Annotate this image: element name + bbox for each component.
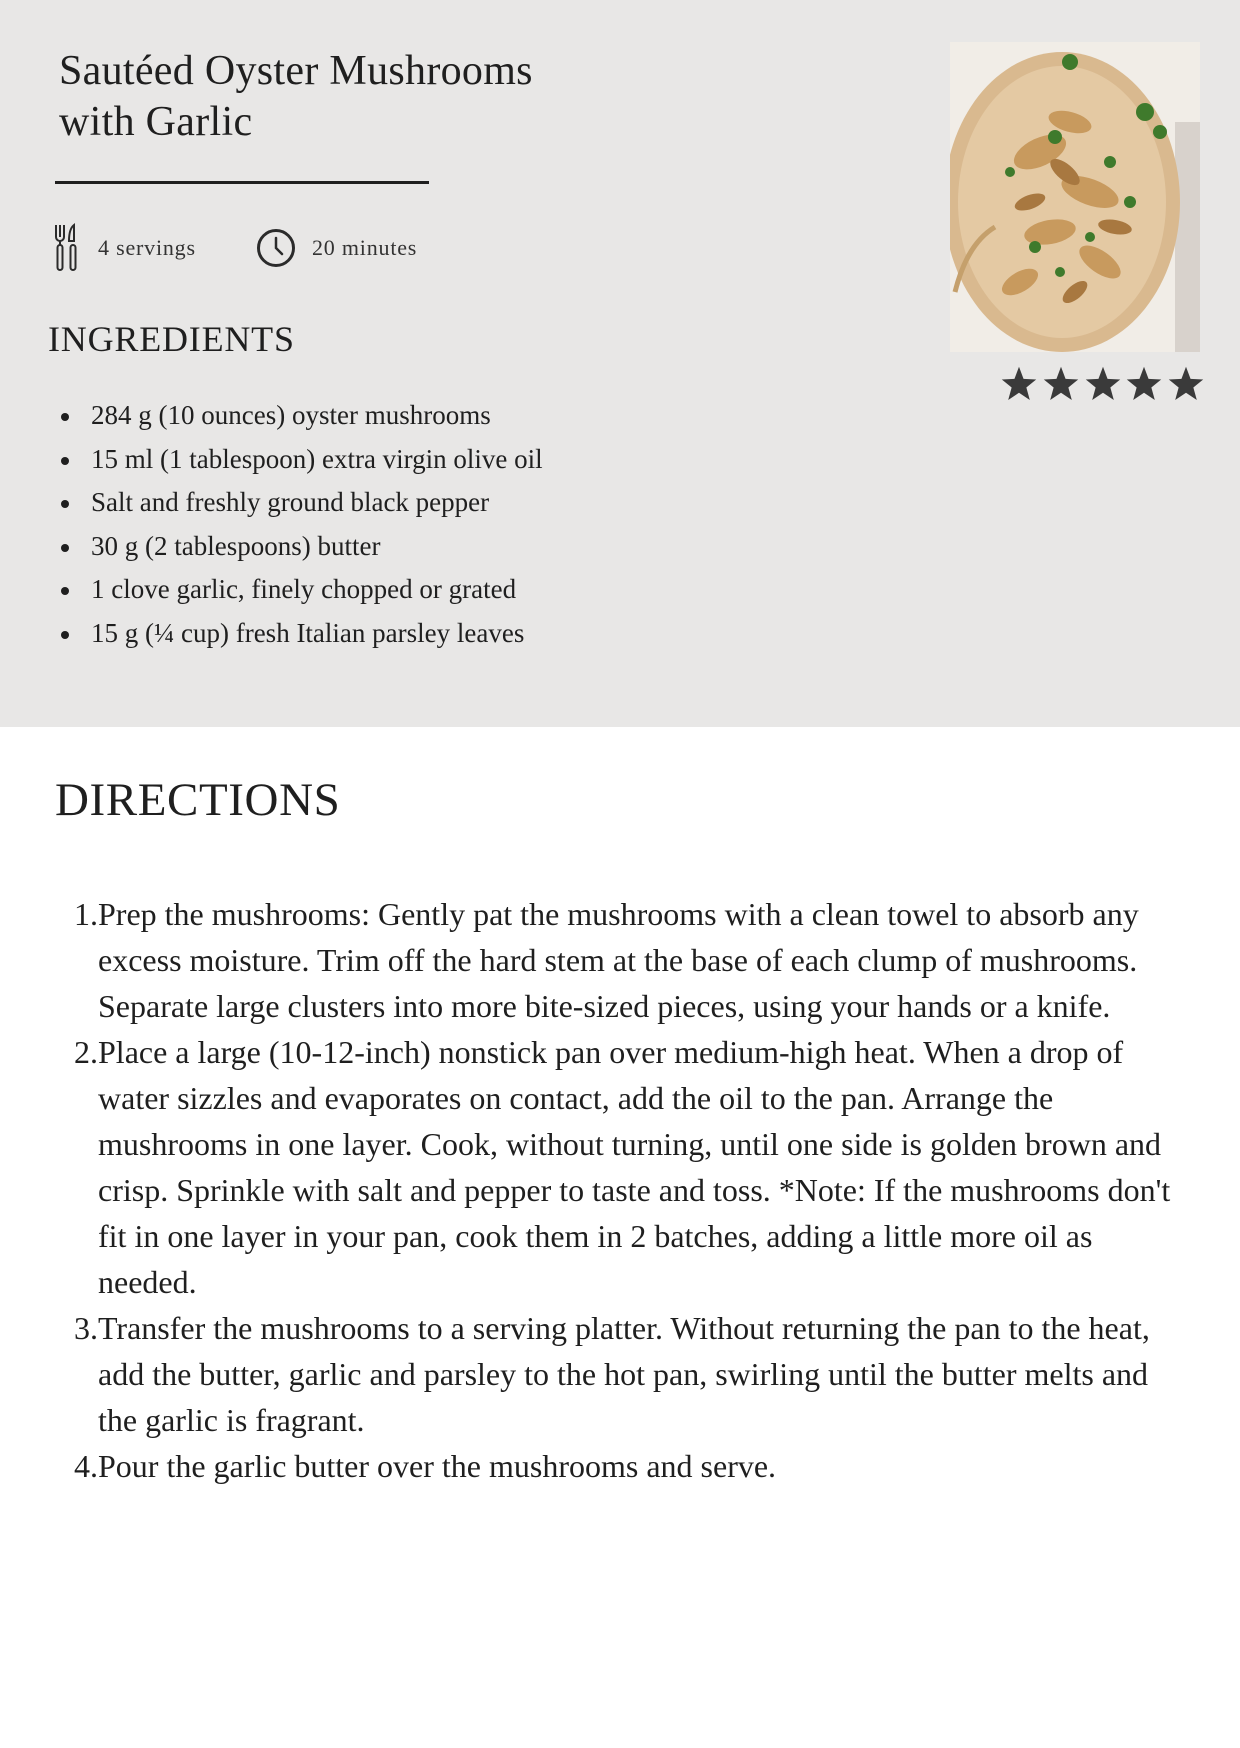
step-number: 4. (74, 1448, 98, 1484)
clock-icon (256, 228, 296, 268)
recipe-photo (950, 42, 1200, 352)
title-divider (55, 181, 429, 184)
star-icon (1125, 366, 1163, 402)
directions-heading: DIRECTIONS (55, 774, 341, 826)
fork-knife-icon (54, 223, 80, 273)
direction-step (60, 1305, 1180, 1443)
servings-info (54, 222, 196, 274)
time-info (256, 222, 417, 274)
direction-step (60, 891, 1180, 1029)
step-number: 1. (74, 896, 98, 932)
step-number: 3. (74, 1310, 98, 1346)
ingredient-item: 1 clove garlic, finely chopped or grated (58, 568, 543, 612)
recipe-header-panel (0, 0, 1240, 727)
star-rating (1000, 360, 1205, 408)
time-text: 20 minutes (312, 235, 418, 260)
ingredient-item: Salt and freshly ground black pepper (58, 481, 543, 525)
servings-text: 4 servings (98, 235, 196, 260)
recipe-title (59, 46, 659, 148)
step-text: Pour the garlic butter over the mushrooms and serve. (98, 1448, 777, 1484)
step-number: 2. (74, 1034, 98, 1070)
recipe-title-line1: Sautéed Oyster Mushrooms (59, 48, 533, 94)
ingredient-item: 15 g (¼ cup) fresh Italian parsley leaves (58, 612, 543, 656)
ingredient-item: 15 ml (1 tablespoon) extra virgin olive oil (58, 438, 543, 482)
ingredient-item: 284 g (10 ounces) oyster mushrooms (58, 394, 543, 438)
directions-list (60, 891, 1180, 1489)
star-icon (1042, 366, 1080, 402)
direction-step (60, 1029, 1180, 1305)
star-icon (1084, 366, 1122, 402)
step-text: Place a large (10-12-inch) nonstick pan over medium-high heat. When a drop of water sizzles and evaporates on contact, add the oil to the pan. Arrange the mushrooms in one layer. Cook, without turning, until one side is golden brown and crisp. Sprinkle with salt and pepper to taste and toss. *Note: If the mushrooms don't fit in one layer in your pan, cook them in 2 batches, adding a little more oil as needed. (98, 1034, 1171, 1300)
star-icon (1167, 366, 1205, 402)
step-text: Prep the mushrooms: Gently pat the mushrooms with a clean towel to absorb any excess moisture. Trim off the hard stem at the base of each clump of mushrooms. Separate large clusters into more bite-sized pieces, using your hands or a knife. (98, 896, 1139, 1024)
ingredients-heading: INGREDIENTS (48, 319, 295, 359)
star-icon (1000, 366, 1038, 402)
ingredient-item: 30 g (2 tablespoons) butter (58, 525, 543, 569)
ingredients-list (58, 394, 543, 656)
direction-step (60, 1443, 1180, 1489)
recipe-title-line2: with Garlic (59, 99, 253, 145)
step-text: Transfer the mushrooms to a serving platter. Without returning the pan to the heat, add the butter, garlic and parsley to the hot pan, swirling until the butter melts and the garlic is fragrant. (98, 1310, 1150, 1438)
